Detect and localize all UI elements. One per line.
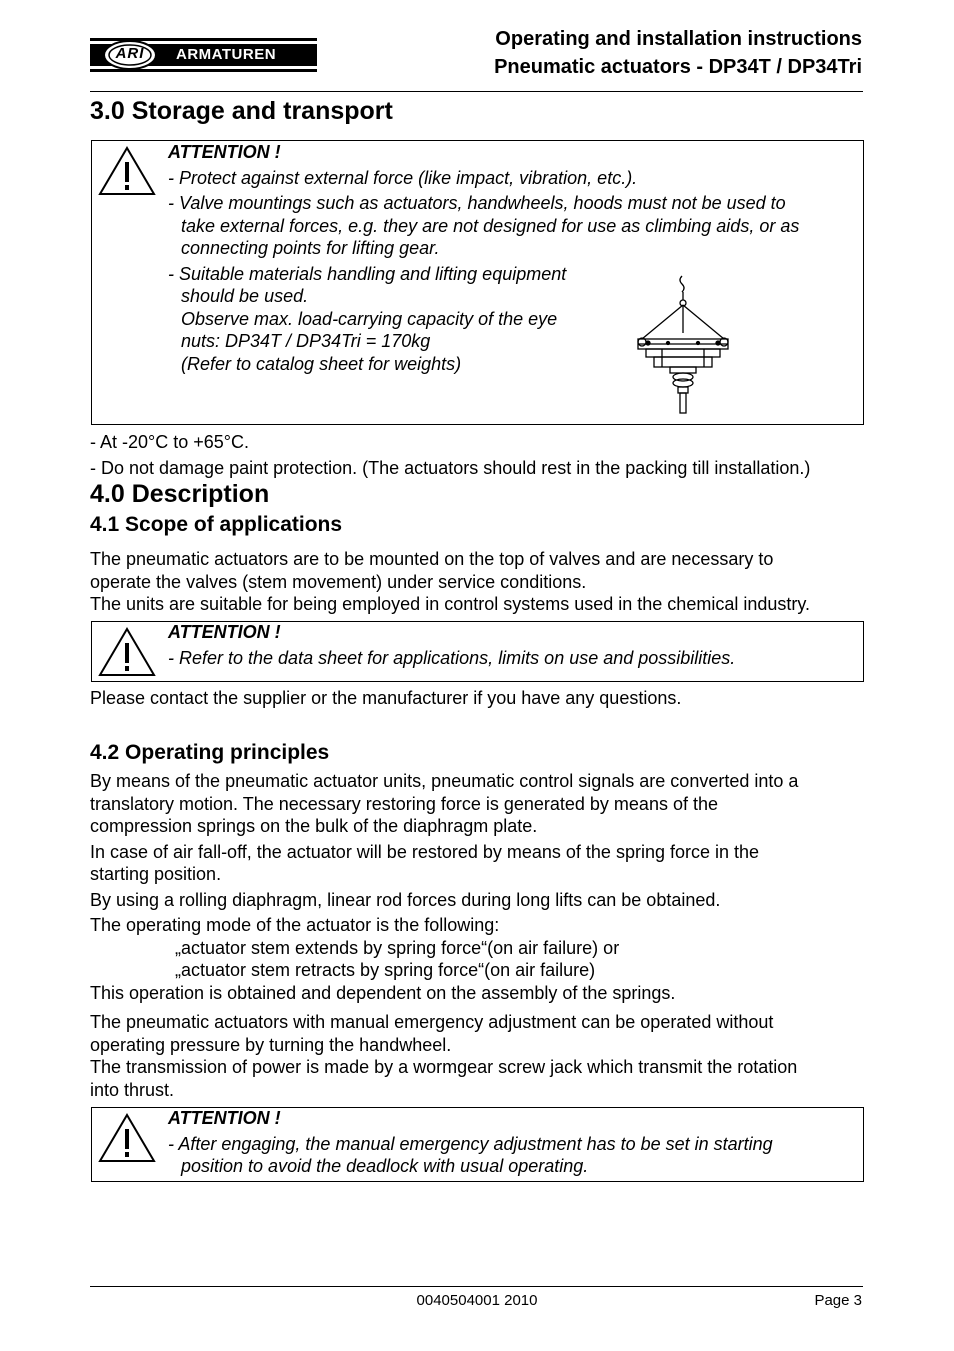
attention-title: ATTENTION ! (168, 142, 281, 162)
text-line: compression springs on the bulk of the diaphragm plate. (90, 816, 538, 836)
text-line: starting position. (90, 864, 222, 884)
attention-item-1: - Protect against external force (like impact, vibration, etc.). (168, 167, 638, 188)
header-rule (90, 91, 863, 92)
attention-text (168, 141, 858, 375)
warning-icon (98, 146, 156, 196)
section-4-heading: 4.0 Description (90, 480, 270, 508)
attention-item: - After engaging, the manual emergency adjustment has to be set in starting (168, 1133, 773, 1154)
text-line: The pneumatic actuators with manual emergency adjustment can be operated without (90, 1012, 774, 1032)
text-line: The transmission of power is made by a wormgear screw jack which transmit the rotation (90, 1057, 798, 1077)
page-number: Page 3 (814, 1292, 862, 1309)
section-4-2-heading: 4.2 Operating principles (90, 741, 330, 764)
attention-box-operating (91, 1107, 864, 1182)
attention-item-3: - Suitable materials handling and lifting equipment (168, 263, 567, 284)
operating-mode-item: „actuator stem retracts by spring force“(on air failure) (175, 960, 596, 980)
footer-rule (90, 1286, 863, 1287)
attention-title: ATTENTION ! (168, 622, 281, 642)
warning-icon (98, 1113, 156, 1163)
contact-note: Please contact the supplier or the manufacturer if you have any questions. (90, 688, 682, 708)
attention-box-storage (91, 140, 864, 425)
attention-item-2-cont: connecting points for lifting gear. (181, 238, 440, 258)
attention-item-3-cont: should be used. (181, 286, 309, 306)
text-line: In case of air fall-off, the actuator will be restored by means of the spring force in the (90, 841, 760, 862)
text-line: The units are suitable for being employed in control systems used in the chemical industry. (90, 594, 811, 614)
attention-item-3-cont: Observe max. load-carrying capacity of the eye (181, 308, 558, 329)
attention-text (168, 621, 858, 669)
scope-paragraph (90, 548, 870, 616)
attention-item-2: - Valve mountings such as actuators, handwheels, hoods must not be used to (168, 193, 786, 213)
attention-item-2-cont: take external forces, e.g. they are not designed for use as climbing aids, or as (181, 215, 800, 236)
title-line-2: Pneumatic actuators - DP34T / DP34Tri (494, 56, 862, 78)
attention-box-scope (91, 621, 864, 682)
attention-title: ATTENTION ! (168, 1108, 281, 1128)
attention-item: - Refer to the data sheet for applications, limits on use and possibilities. (168, 647, 736, 668)
document-number: 0040504001 2010 (416, 1292, 538, 1309)
text-line: operate the valves (stem movement) under service conditions. (90, 571, 587, 592)
text-line: The operating mode of the actuator is the following: (90, 915, 500, 935)
text-line: translatory motion. The necessary restoring force is generated by means of the (90, 793, 718, 814)
warning-icon (98, 627, 156, 677)
company-logo (90, 36, 317, 74)
document-title (342, 25, 862, 81)
attention-text (168, 1107, 858, 1178)
text-line: operating pressure by turning the handwheel. (90, 1034, 452, 1055)
operating-mode-item: „actuator stem extends by spring force“(on air failure) or (175, 937, 620, 958)
title-line-1: Operating and installation instructions (495, 28, 862, 50)
attention-item-cont: position to avoid the deadlock with usual operating. (181, 1156, 589, 1176)
logo-monogram: ARI (115, 45, 145, 62)
storage-paint-note: - Do not damage paint protection. (The actuators should rest in the packing till installation.) (90, 458, 811, 478)
operating-principles-text (90, 770, 880, 1101)
storage-temperature: - At -20°C to +65°C. (90, 432, 249, 452)
attention-item-3-cont: nuts: DP34T / DP34Tri = 170kg (181, 331, 431, 351)
text-line: The pneumatic actuators are to be mounted on the top of valves and are necessary to (90, 549, 774, 569)
lifting-actuator-illustration (632, 273, 736, 417)
text-line: By means of the pneumatic actuator units, pneumatic control signals are converted into a (90, 771, 799, 791)
text-line: By using a rolling diaphragm, linear rod forces during long lifts can be obtained. (90, 889, 721, 910)
text-line: into thrust. (90, 1079, 175, 1100)
text-line: This operation is obtained and dependent on the assembly of the springs. (90, 982, 676, 1003)
logo-wordmark: ARMATUREN (176, 46, 277, 63)
section-4-1-heading: 4.1 Scope of applications (90, 513, 343, 536)
section-3-heading: 3.0 Storage and transport (90, 97, 393, 125)
attention-item-3-cont: (Refer to catalog sheet for weights) (181, 353, 462, 374)
